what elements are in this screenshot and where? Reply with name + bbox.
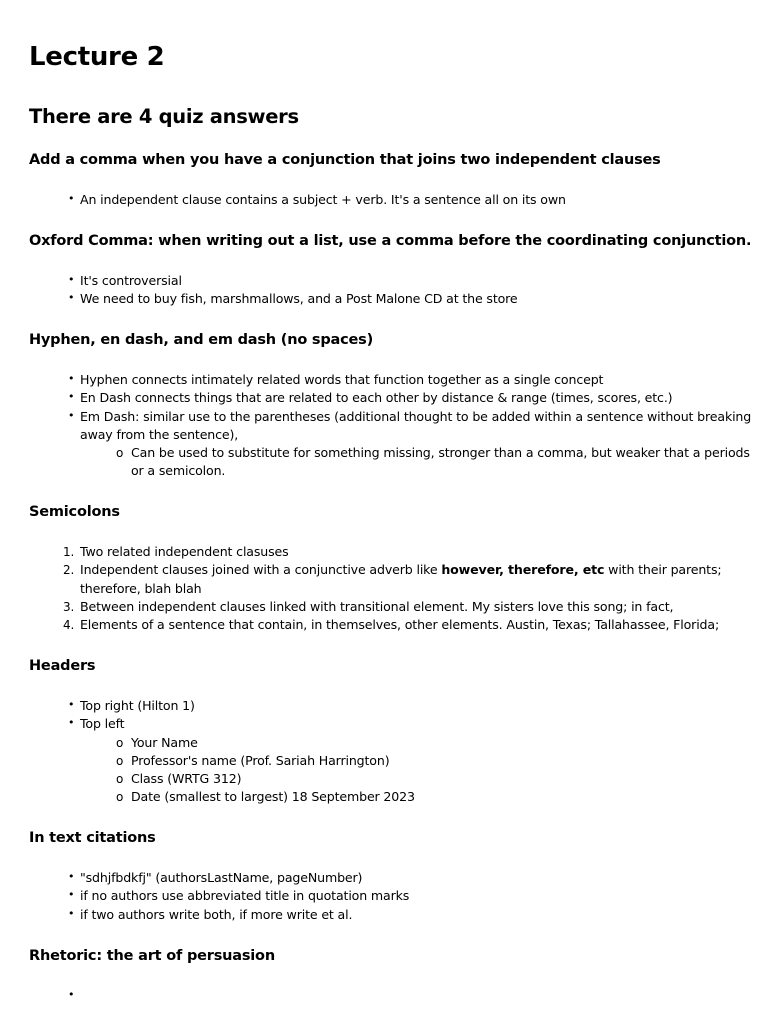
list-item-text: Elements of a sentence that contain, in themselves, other elements. Austin, Texas; Tallahassee, Florida; (80, 617, 720, 633)
bullet-marker: • (68, 906, 75, 920)
sub-list-item (80, 788, 754, 806)
list-item-text: It's controversial (80, 273, 182, 288)
numbered-list (29, 543, 754, 634)
list-item (29, 371, 754, 389)
section-heading: Add a comma when you have a conjunction that joins two independent clauses (29, 152, 661, 168)
list-item (29, 543, 754, 561)
list-item-text: Two related independent clasuses (80, 544, 289, 559)
bullet-marker: • (68, 988, 75, 1001)
list-item (29, 715, 754, 806)
list-item-text: Hyphen connects intimately related words that function together as a single concept (80, 372, 604, 387)
sub-list (80, 734, 754, 807)
list-item (29, 887, 754, 905)
circle-marker: o (116, 790, 124, 805)
circle-marker: o (116, 735, 124, 750)
list-item (29, 290, 754, 308)
bullet-marker: • (68, 192, 75, 205)
list-item (29, 697, 754, 715)
list-item (29, 598, 754, 616)
section-headers (29, 656, 754, 807)
list-item-text: "sdhjfbdkfj" (authorsLastName, pageNumber) (80, 870, 363, 885)
section-heading: Semicolons (29, 504, 120, 520)
sub-list-item-text: Professor's name (Prof. Sariah Harrington) (131, 752, 390, 768)
circle-marker: o (116, 753, 124, 768)
bullet-list (29, 191, 754, 209)
number-marker: 1. (63, 545, 75, 559)
list-item-text: if two authors write both, if more write et al. (80, 906, 353, 922)
bullet-list (29, 869, 754, 924)
bullet-marker: • (68, 372, 75, 385)
list-item (29, 272, 754, 290)
list-item-text: Top right (Hilton 1) (80, 698, 195, 713)
list-item (29, 408, 754, 481)
circle-marker: o (116, 772, 124, 787)
list-item (29, 561, 754, 598)
bullet-marker: • (68, 716, 75, 730)
section-heading: Oxford Comma: when writing out a list, use a comma before the coordinating conjunction. (29, 233, 752, 249)
sub-list-item-text: Your Name (131, 734, 198, 750)
bullet-list (29, 272, 754, 309)
sub-list (80, 444, 754, 481)
page-subtitle: There are 4 quiz answers (29, 105, 299, 128)
list-item-text-bold: however, therefore, etc (441, 562, 605, 578)
bullet-marker: • (68, 698, 75, 711)
bullet-marker: • (68, 291, 75, 305)
list-item (29, 869, 754, 887)
sub-list-item (80, 752, 754, 770)
list-item (29, 906, 754, 924)
sub-list-item (80, 734, 754, 752)
list-item-text: An independent clause contains a subject + verb. It's a sentence all on its own (80, 192, 566, 207)
list-item-text: Em Dash: similar use to the parentheses (additional thought to be added within a sentence without breaking away from the sentence), (80, 408, 752, 442)
list-item (29, 389, 754, 407)
section-heading: Rhetoric: the art of persuasion (29, 948, 275, 964)
bullet-marker: • (68, 888, 75, 902)
circle-marker: o (116, 446, 124, 461)
sub-list-item (80, 444, 754, 481)
sub-list-item-text: Can be used to substitute for something missing, stronger than a comma, but weaker that a periods or a semicolon. (131, 445, 750, 479)
section-comma (29, 150, 754, 209)
section-dashes (29, 330, 754, 481)
section-oxford-comma (29, 231, 754, 309)
list-item-text: if no authors use abbreviated title in quotation marks (80, 888, 410, 904)
section-semicolons (29, 502, 754, 634)
section-heading: In text citations (29, 830, 156, 846)
sub-list-item-text: Class (WRTG 312) (131, 771, 242, 787)
section-heading: Headers (29, 658, 96, 674)
bullet-marker: • (68, 408, 75, 422)
list-item (29, 616, 754, 634)
bullet-list (29, 371, 754, 481)
list-item-text-pre: Independent clauses joined with a conjunctive adverb like (80, 562, 442, 578)
list-item-text: En Dash connects things that are related to each other by distance & range (times, scores, etc.) (80, 390, 673, 406)
bullet-list (29, 697, 754, 807)
sub-list-item (80, 770, 754, 788)
sub-list-item-text: Date (smallest to largest) 18 September 2023 (131, 789, 415, 805)
list-item-text: We need to buy fish, marshmallows, and a Post Malone CD at the store (80, 291, 518, 307)
section-heading: Hyphen, en dash, and em dash (no spaces) (29, 332, 374, 348)
section-rhetoric (29, 946, 754, 1001)
list-item-text-post: with their parents; therefore, blah blah (80, 562, 722, 596)
bullet-marker: • (68, 390, 75, 404)
number-marker: 3. (63, 599, 75, 614)
list-item-text: Top left (80, 716, 125, 732)
list-item-text: Between independent clauses linked with transitional element. My sisters love this song; in fact, (80, 598, 674, 614)
section-citations (29, 828, 754, 924)
page-title: Lecture 2 (29, 42, 165, 72)
number-marker: 4. (63, 618, 75, 633)
number-marker: 2. (63, 563, 75, 578)
list-item (29, 191, 754, 209)
bullet-marker: • (68, 273, 75, 286)
bullet-marker: • (68, 870, 75, 883)
